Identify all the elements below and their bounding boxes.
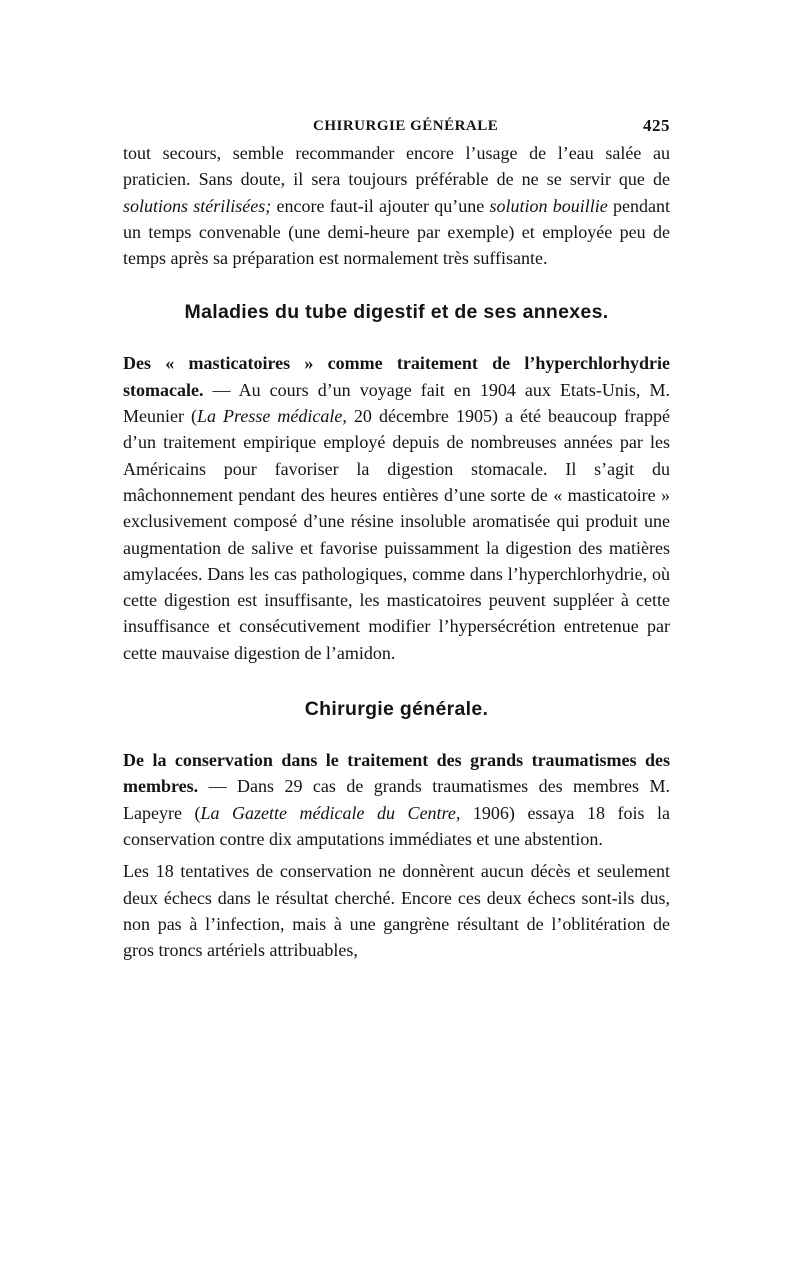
masticatoires-citation: La Presse médicale,	[197, 406, 347, 427]
masticatoires-text-1: — Au cours d’un voyage fait en 1904 aux Etats-Unis, M. Meunier (	[123, 379, 670, 427]
intro-italic-2: solution bouillie	[489, 195, 608, 216]
intro-text-1: tout secours, semble recommander encore l’usage de l’eau salée au praticien. Sans doute, il sera toujours préférable de ne se servir que de	[123, 143, 670, 190]
tentatives-paragraph: Les 18 tentatives de conservation ne donnèrent aucun décès et seulement deux échecs dans le résultat cherché. Encore ces deux échecs sont-ils dus, non pas à l’infection, mais à une gangrène résultant de l’oblitération de gros troncs artériels attribuables,	[123, 861, 670, 961]
section-heading-chirurgie: Chirurgie générale.	[304, 698, 489, 721]
book-page	[123, 112, 670, 963]
conservation-citation: La Gazette médicale du Centre,	[200, 802, 461, 823]
running-head	[123, 112, 670, 140]
masticatoires-lead: Des « masticatoires » comme traitement de l’hyperchlorhydrie stomacale.	[123, 353, 670, 400]
intro-text-2: encore faut-il ajouter qu’une	[271, 195, 490, 216]
conservation-text-2: 1906) essaya 18 fois la conservation contre dix amputations immédiates et une abstention.	[123, 802, 670, 849]
intro-italic-1: solutions stérilisées;	[123, 195, 272, 216]
section-heading-maladies: Maladies du tube digestif et de ses annexes.	[184, 301, 609, 324]
conservation-text-1: — Dans 29 cas de grands traumatismes des membres M. Lapeyre (	[123, 776, 670, 823]
conservation-paragraph	[123, 747, 670, 852]
conservation-lead: De la conservation dans le traitement des grands traumatismes des membres.	[123, 750, 670, 797]
page-number: 425	[643, 116, 670, 135]
masticatoires-paragraph	[123, 350, 670, 666]
intro-text-3: pendant un temps convenable (une demi-heure par exemple) et employée peu de temps après sa préparation est normalement très suffisante.	[123, 195, 670, 269]
running-title: CHIRURGIE GÉNÉRALE	[313, 118, 499, 134]
intro-paragraph	[123, 140, 670, 271]
masticatoires-text-2: 20 décembre 1905) a été beaucoup frappé d’un traitement empirique employé depuis de nombreuses années par les Américains pour favoriser la digestion stomacale. Il s’agit du mâchonnement pendant des heures entières d’une sorte de « masticatoire » exclusivement composé d’une résine insoluble aromatisée qui produit une augmentation de salive et favorise puissamment la digestion des matières amylacées. Dans les cas pathologiques, comme dans l’hyperchlorhydrie, où cette digestion est insuffisante, les masticatoires peuvent suppléer à cette insuffisance et consécutivement modifier l’hypersécrétion entretenue par cette mauvaise digestion de l’amidon.	[123, 406, 670, 663]
